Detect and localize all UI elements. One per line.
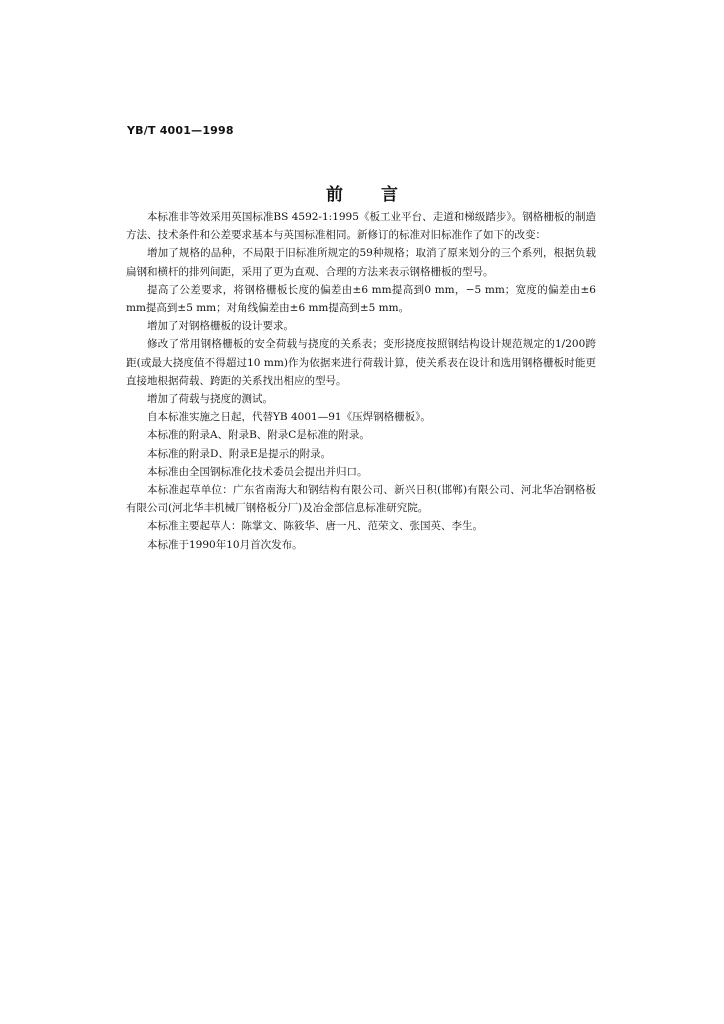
paragraph: 本标准非等效采用英国标准BS 4592-1:1995《板工业平台、走道和梯级踏步》。钢格栅板的制造方法、技术条件和公差要求基本与英国标准相同。新修订的标准对旧标准作了如下的改变：: [126, 211, 596, 242]
page-title: 前言: [326, 185, 436, 205]
paragraph: 增加了荷载与挠度的测试。: [147, 393, 273, 406]
standard-code: YB/T 4001—1998: [127, 124, 234, 137]
paragraph: 增加了规格的品种，不局限于旧标准所规定的59种规格；取消了原来划分的三个系列，根据负载扁钢和横杆的排列间距，采用了更为直观、合理的方法来表示钢格栅板的型号。: [126, 247, 596, 278]
paragraph: 提高了公差要求，将钢格栅板长度的偏差由±6 mm提高到0 mm，−5 mm；宽度的偏差由±6 mm提高到±5 mm；对角线偏差由±6 mm提高到±5 mm。: [126, 283, 596, 315]
paragraph: 本标准于1990年10月首次发布。: [147, 538, 303, 551]
paragraph: 本标准起草单位：广东省南海大和钢结构有限公司、新兴日积(邯郸)有限公司、河北华冶钢格板有限公司(河北华丰机械厂钢格板分厂)及冶金部信息标准研究院。: [126, 484, 596, 515]
paragraph: 本标准的附录D、附录E是提示的附录。: [147, 447, 332, 460]
paragraph: 修改了常用钢格栅板的安全荷载与挠度的关系表；变形挠度按照钢结构设计规范规定的1/200跨距(或最大挠度值不得超过10 mm)作为依据来进行荷载计算，使关系表在设计和选用钢格栅板时能更直接地根据荷载、跨距的关系找出相应的型号。: [126, 338, 596, 387]
foreword-body: [126, 208, 596, 554]
paragraph: 本标准主要起草人：陈掌文、陈筱华、唐一凡、范荣文、张国英、李生。: [147, 520, 483, 533]
paragraph: 增加了对钢格栅板的设计要求。: [147, 320, 294, 333]
paragraph: 自本标准实施之日起，代替YB 4001—91《压焊钢格栅板》。: [147, 411, 431, 424]
paragraph: 本标准由全国钢标准化技术委员会提出并归口。: [147, 465, 368, 478]
paragraph: 本标准的附录A、附录B、附录C是标准的附录。: [147, 429, 370, 442]
